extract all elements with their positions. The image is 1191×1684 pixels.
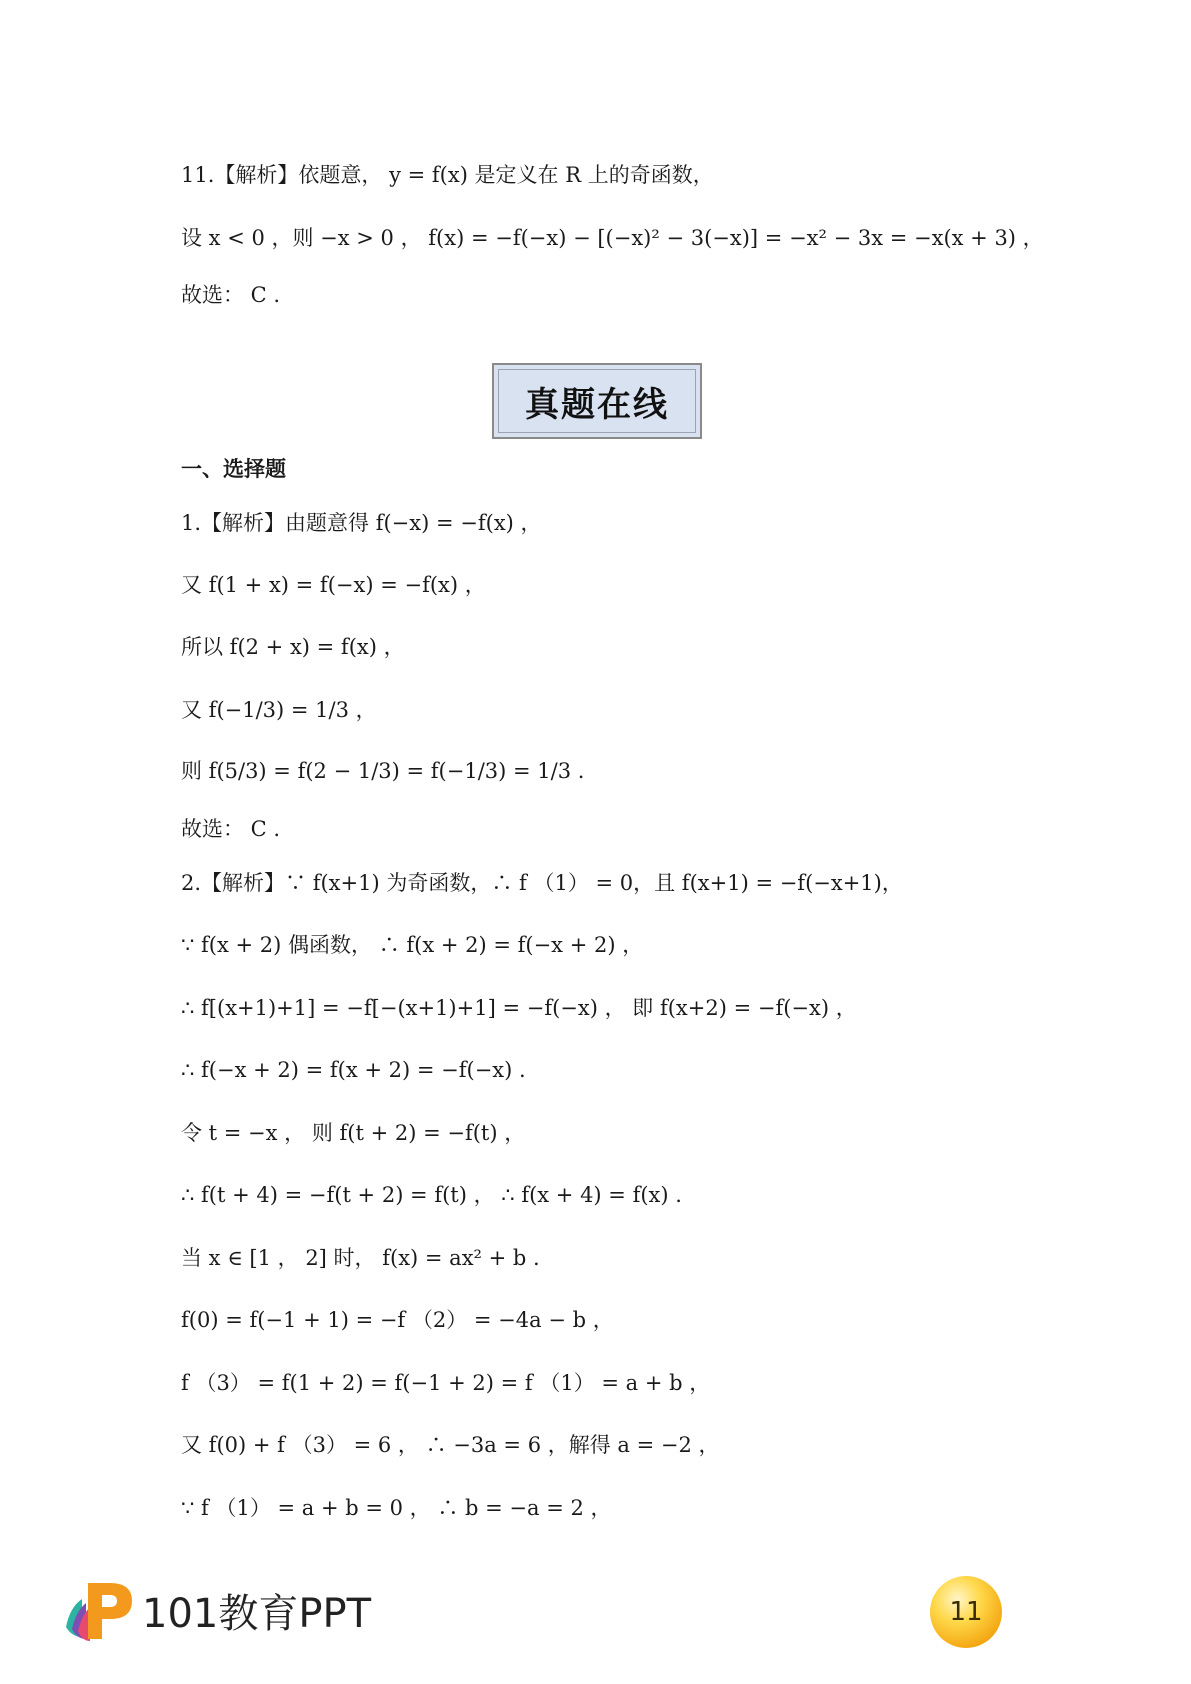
q2-line-9: f （3） = f(1 + 2) = f(−1 + 2) = f （1） = a + b ，: [181, 1371, 711, 1395]
p-letter-logo-icon: [60, 1577, 140, 1643]
q2-line-8: f(0) = f(−1 + 1) = −f （2） = −4a − b ，: [181, 1308, 614, 1332]
page-number: 11: [949, 1597, 983, 1627]
q2-line-7: 当 x ∈ [1 ， 2] 时， f(x) = ax² + b .: [181, 1246, 540, 1270]
q1-choice: 故选： C .: [181, 817, 281, 841]
q2-line-5: 令 t = −x ， 则 f(t + 2) = −f(t) ，: [181, 1121, 526, 1145]
page-number-badge: [930, 1576, 1002, 1648]
q2-line-2: ∵ f(x + 2) 偶函数， ∴ f(x + 2) = f(−x + 2) ，: [181, 933, 644, 957]
brand-name: 101教育PPT: [142, 1590, 372, 1637]
q2-line-6: ∴ f(t + 4) = −f(t + 2) = f(t) ， ∴ f(x + 4) = f(x) .: [181, 1183, 682, 1207]
q2-line-3: ∴ f[(x+1)+1] = −f[−(x+1)+1] = −f(−x) ， 即 f(x+2) = −f(−x) ，: [181, 996, 857, 1020]
q2-line-4: ∴ f(−x + 2) = f(x + 2) = −f(−x) .: [181, 1058, 526, 1082]
q1-line-3: 所以 f(2 + x) = f(x) ，: [181, 635, 405, 659]
answer-11-choice: 故选： C .: [181, 283, 281, 307]
q1-line-5: 则 f(5/3) = f(2 − 1/3) = f(−1/3) = 1/3 .: [181, 759, 585, 783]
section-title-box: [492, 363, 702, 439]
q2-line-1: 2.【解析】∵ f(x+1) 为奇函数，∴ f （1） = 0，且 f(x+1) = −f(−x+1)，: [181, 871, 903, 895]
q2-line-10: 又 f(0) + f （3） = 6 ， ∴ −3a = 6 ，解得 a = −2 ，: [181, 1433, 720, 1457]
answer-11-line-1: 11.【解析】依题意， y = f(x) 是定义在 R 上的奇函数，: [181, 163, 714, 187]
footer-logo: [60, 1580, 371, 1640]
q1-line-2: 又 f(1 + x) = f(−x) = −f(x) ，: [181, 573, 486, 597]
section-heading: 一、选择题: [181, 456, 286, 481]
q1-line-4: 又 f(−1/3) = 1/3 ，: [181, 698, 377, 722]
section-title: 真题在线: [525, 384, 669, 425]
q1-line-1: 1.【解析】由题意得 f(−x) = −f(x) ，: [181, 511, 542, 535]
answer-11-line-2: 设 x < 0 ，则 −x > 0 ， f(x) = −f(−x) − [(−x)² − 3(−x)] = −x² − 3x = −x(x + 3) ，: [181, 226, 1044, 250]
q2-line-11: ∵ f （1） = a + b = 0 ， ∴ b = −a = 2 ，: [181, 1496, 612, 1520]
